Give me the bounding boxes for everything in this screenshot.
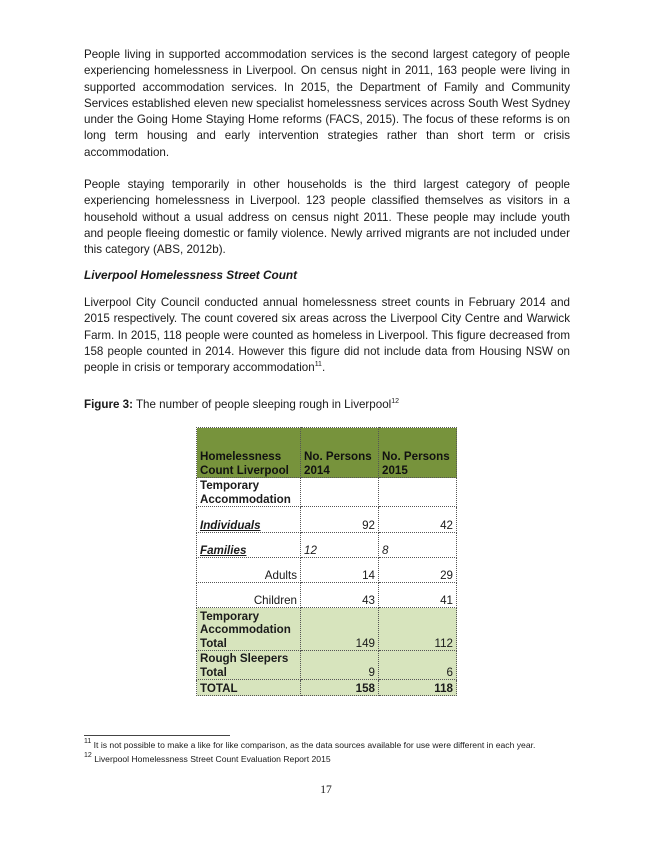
header-cell-category: Homelessness Count Liverpool — [197, 428, 301, 478]
paragraph-temporary-households: People staying temporarily in other households is the third largest category of people experiencing homelessness in Liverpool. 123 people classified themselves as visitors in a household without a usual address on census night 2011. These people may include youth and people fleeing domestic or family violence. Newly arrived migrants are not included under this category (ABS, 2012b). — [84, 178, 570, 257]
table-row — [197, 533, 457, 558]
footnote-ref-11: 11 — [314, 361, 322, 369]
row-label: Temporary Accommodation — [197, 478, 301, 507]
footnote-ref-12: 12 — [391, 398, 400, 405]
cell-2014: 149 — [301, 608, 379, 651]
table-row-subtotal — [197, 651, 457, 680]
table-row-subtotal — [197, 608, 457, 651]
row-label: Families — [197, 533, 301, 558]
footnote-number: 11 — [84, 738, 92, 745]
figure-caption-text: The number of people sleeping rough in Liverpool — [132, 398, 392, 411]
cell-2015: 6 — [379, 651, 457, 680]
figure-caption — [84, 398, 399, 411]
table-header-row — [197, 428, 457, 478]
header-cell-2015: No. Persons 2015 — [379, 428, 457, 478]
paragraph-supported-accommodation: People living in supported accommodation services is the second largest category of people experiencing homelessness in Liverpool. On census night in 2011, 163 people were living in supported accommodation services. In 2015, the Department of Family and Community Services established eleven new specialist homelessness services across South West Sydney under the Going Home Staying Home reforms (FACS, 2015). The focus of these reforms is on long term housing and early intervention strategies rather than short term or crisis accommodation. — [84, 48, 570, 159]
cell-2014 — [301, 478, 379, 507]
cell-2014: 12 — [301, 533, 379, 558]
row-label: Temporary Accommodation Total — [197, 608, 301, 651]
footnote-divider — [84, 735, 230, 736]
cell-2015: 118 — [379, 680, 457, 696]
figure-label: Figure 3: — [84, 398, 133, 411]
cell-2015: 8 — [379, 533, 457, 558]
cell-2015: 112 — [379, 608, 457, 651]
cell-2015: 29 — [379, 558, 457, 583]
paragraph-street-count: Liverpool City Council conducted annual homelessness street counts in February 2014 and 2015 respectively. The count covered six areas across the Liverpool City Centre and Warwick Farm. In 2015, 118 people were counted as homeless in Liverpool. This figure decreased from 158 people counted in 2014. However this figure did not include data from Housing NSW on people in crisis or temporary accommodation$^{11}$. — [84, 296, 570, 375]
section-heading: Liverpool Homelessness Street Count — [84, 268, 298, 282]
table-row — [197, 478, 457, 507]
table-row-total — [197, 680, 457, 696]
footnote-number: 12 — [84, 752, 92, 759]
homelessness-count-table — [196, 427, 457, 696]
cell-2015: 41 — [379, 583, 457, 608]
footnote — [84, 740, 535, 751]
cell-2015 — [379, 478, 457, 507]
row-label: Individuals — [197, 507, 301, 533]
cell-2015: 42 — [379, 507, 457, 533]
paragraph-street-count-text: Liverpool City Council conducted annual homelessness street counts in February 2014 and 2015 respectively. The count covered six areas across the Liverpool City Centre and Warwick Farm. In 2015, 118 people were counted as homeless in Liverpool. This figure decreased from 158 people counted in 2014. However this figure did not include data from Housing NSW on people in crisis or temporary accommodation — [84, 296, 570, 375]
footnote-text: Liverpool Homelessness Street Count Evaluation Report 2015 — [94, 754, 331, 764]
cell-2014: 43 — [301, 583, 379, 608]
table-row — [197, 583, 457, 608]
cell-2014: 92 — [301, 507, 379, 533]
cell-2014: 158 — [301, 680, 379, 696]
header-cell-2014: No. Persons 2014 — [301, 428, 379, 478]
footnote-text: It is not possible to make a like for like comparison, as the data sources available for use were different in each year. — [93, 740, 536, 750]
cell-2014: 14 — [301, 558, 379, 583]
row-label: TOTAL — [197, 680, 301, 696]
row-label: Children — [197, 583, 301, 608]
table-row — [197, 507, 457, 533]
cell-2014: 9 — [301, 651, 379, 680]
row-label: Rough Sleepers Total — [197, 651, 301, 680]
table-row — [197, 558, 457, 583]
footnote — [84, 754, 331, 765]
row-label: Adults — [197, 558, 301, 583]
page-number: 17 — [320, 783, 332, 796]
